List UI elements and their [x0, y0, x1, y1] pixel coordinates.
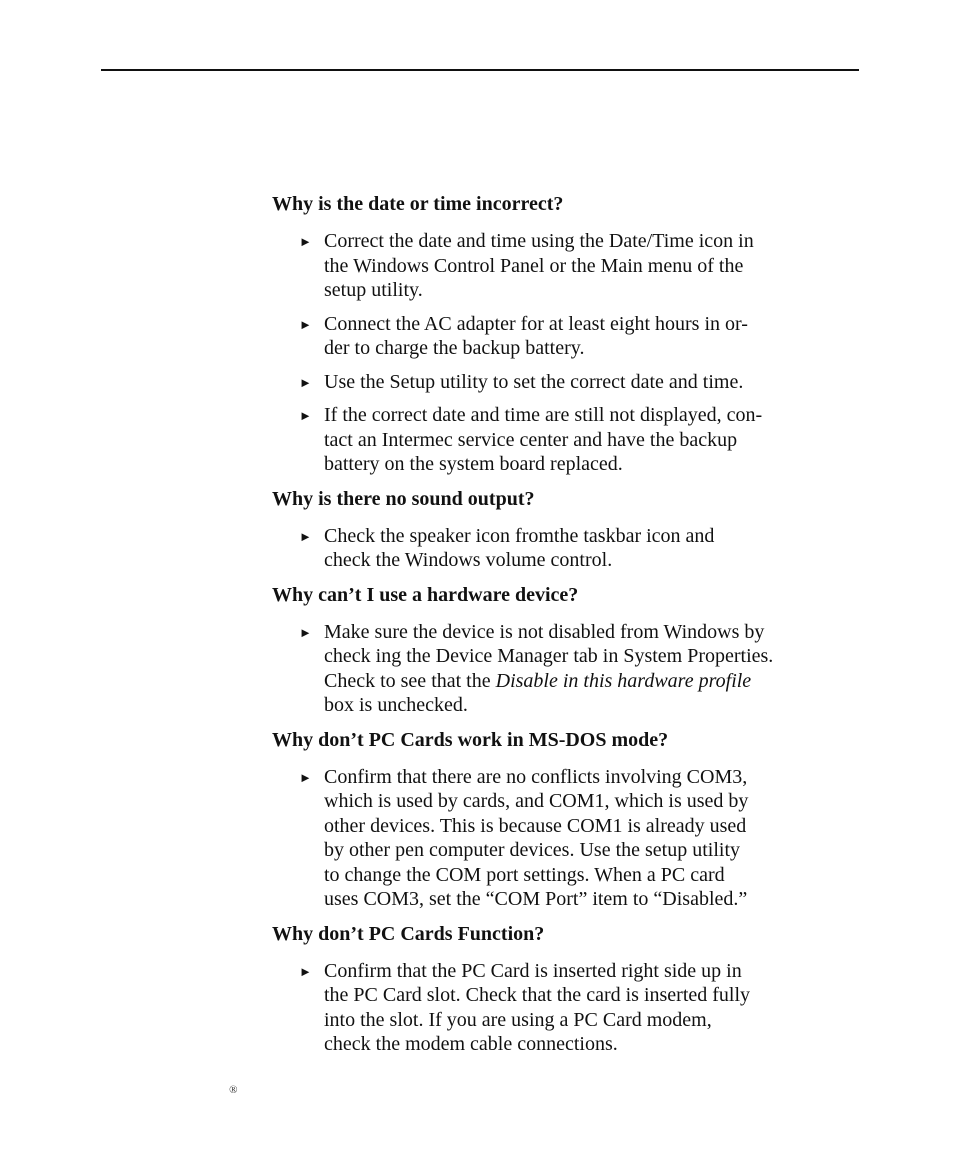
header-rule — [101, 69, 859, 71]
answer-item — [272, 524, 872, 573]
bullet-arrow-icon: ► — [299, 624, 312, 640]
answer-line: the Windows Control Panel or the Main menu of the — [324, 254, 744, 277]
question-heading: Why can’t I use a hardware device? — [272, 583, 579, 606]
answer-line: setup utility. — [324, 279, 423, 301]
answer-line — [324, 669, 872, 694]
answer-line: check the Windows volume control. — [324, 549, 613, 571]
bullet-arrow-icon: ► — [299, 963, 312, 979]
answer-list — [272, 229, 872, 477]
answer-line: Connect the AC adapter for at least eight hours in or- — [324, 312, 748, 335]
answer-item — [272, 370, 872, 395]
answer-line: check ing the Device Manager tab in System Properties. — [324, 645, 774, 667]
answer-line: Confirm that the PC Card is inserted right side up in — [324, 959, 742, 982]
answer-item — [272, 229, 872, 303]
answer-line: Make sure the device is not disabled from Windows by — [324, 620, 765, 643]
answer-item — [272, 620, 872, 718]
answer-line: battery on the system board replaced. — [324, 453, 623, 475]
answer-line: the PC Card slot. Check that the card is inserted fully — [324, 984, 751, 1006]
registered-mark: ® — [229, 1084, 238, 1096]
answer-item — [272, 765, 872, 912]
answer-line: Confirm that there are no conflicts involving COM3, — [324, 765, 748, 788]
answer-item — [272, 959, 872, 1057]
answer-list — [272, 524, 872, 573]
question-heading: Why don’t PC Cards Function? — [272, 922, 545, 945]
question-heading: Why is the date or time incorrect? — [272, 193, 564, 215]
answer-line: to change the COM port settings. When a PC card — [324, 863, 725, 886]
answer-line: Correct the date and time using the Date/Time icon in — [324, 230, 754, 252]
answer-line: box is unchecked. — [324, 694, 468, 716]
bullet-arrow-icon: ► — [299, 316, 312, 332]
troubleshooting-section — [272, 192, 872, 1067]
answer-list — [272, 765, 872, 912]
answer-line: uses COM3, set the “COM Port” item to “Disabled.” — [324, 888, 748, 910]
answer-line: check the modem cable connections. — [324, 1033, 618, 1055]
answer-line: Use the Setup utility to set the correct date and time. — [324, 370, 744, 393]
bullet-arrow-icon: ► — [299, 234, 312, 249]
question-heading: Why is there no sound output? — [272, 487, 535, 510]
bullet-arrow-icon: ► — [299, 408, 312, 423]
bullet-arrow-icon: ► — [299, 374, 312, 390]
answer-line: other devices. This is because COM1 is already used — [324, 814, 747, 837]
answer-line: der to charge the backup battery. — [324, 337, 585, 359]
answer-line: which is used by cards, and COM1, which is used by — [324, 790, 749, 812]
answer-list — [272, 620, 872, 718]
answer-line: tact an Intermec service center and have the backup — [324, 428, 738, 451]
answer-line: into the slot. If you are using a PC Card modem, — [324, 1008, 712, 1031]
answer-list — [272, 959, 872, 1057]
answer-item — [272, 403, 872, 477]
setting-name: Disable in this hardware profile — [495, 669, 752, 692]
answer-line: If the correct date and time are still not displayed, con- — [324, 404, 763, 426]
bullet-arrow-icon: ► — [299, 769, 312, 785]
question-heading: Why don’t PC Cards work in MS-DOS mode? — [272, 728, 669, 751]
answer-line: Check the speaker icon fromthe taskbar icon and — [324, 524, 715, 547]
answer-item — [272, 312, 872, 361]
answer-line: by other pen computer devices. Use the setup utility — [324, 839, 741, 861]
bullet-arrow-icon: ► — [299, 528, 312, 544]
answer-text: Check to see that the — [324, 669, 496, 692]
